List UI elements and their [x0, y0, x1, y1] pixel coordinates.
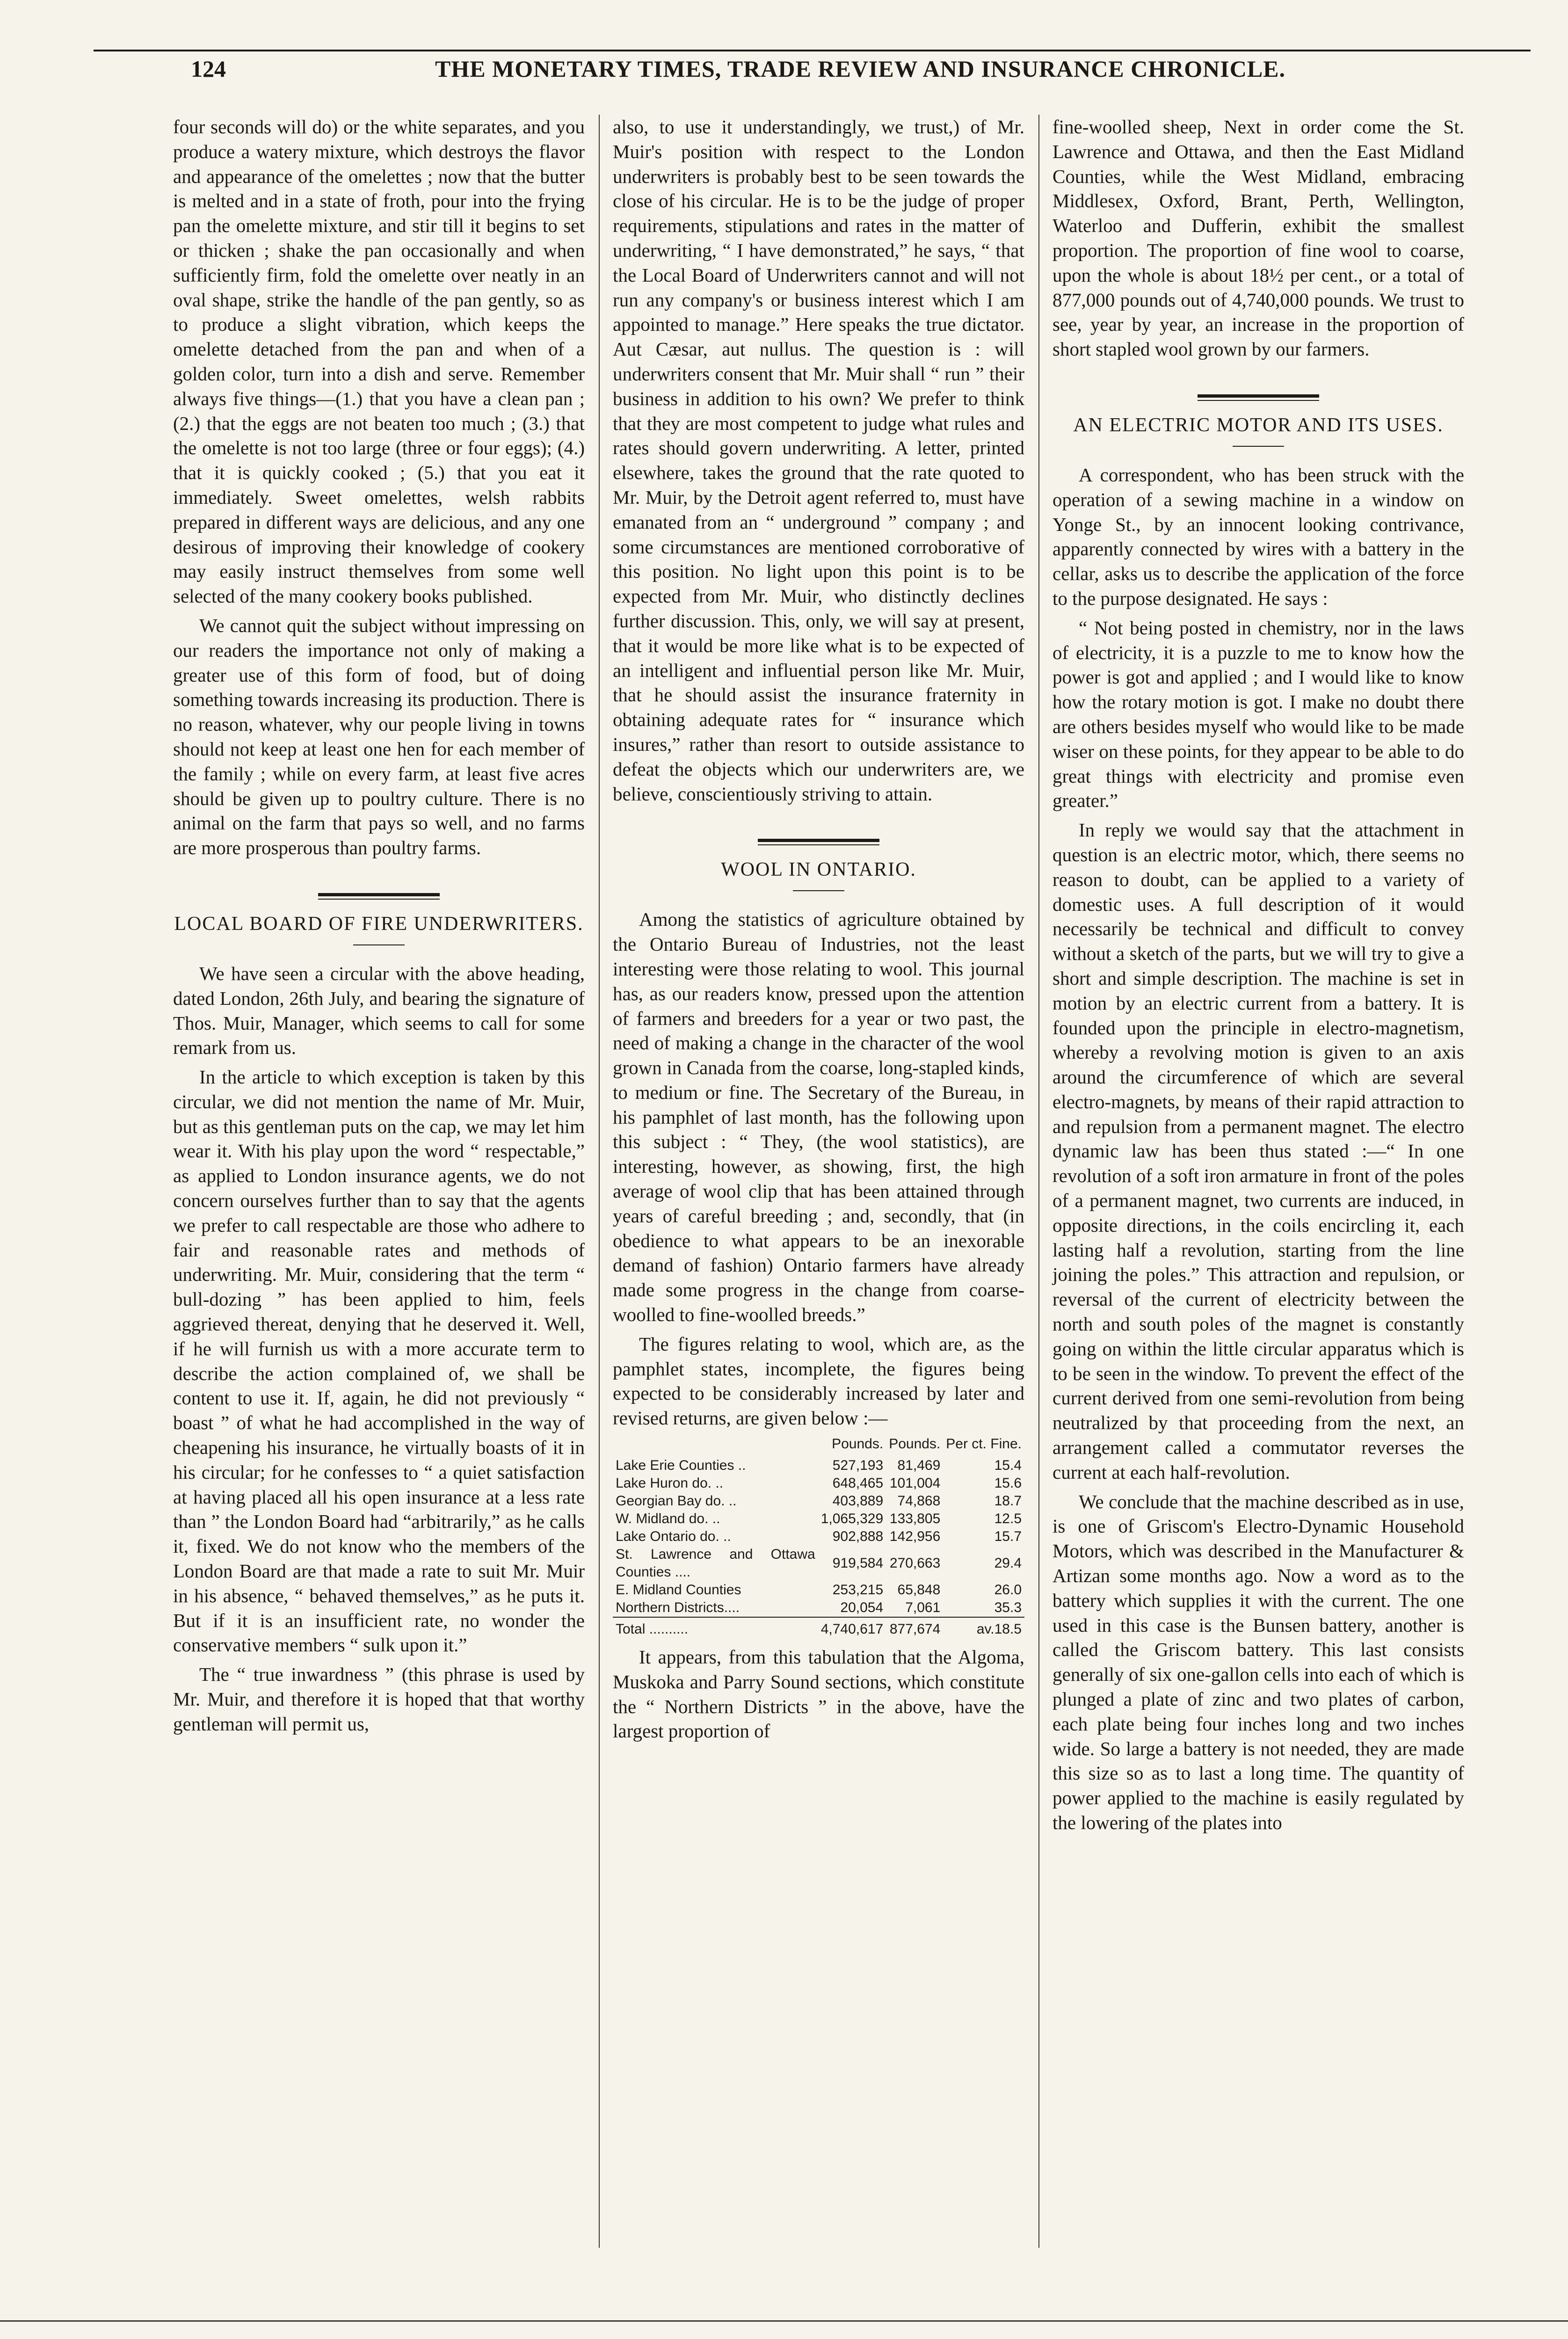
table-cell: 81,469 [897, 1458, 941, 1474]
local-board-heading: LOCAL BOARD OF FIRE UNDERWRITERS. [174, 913, 584, 935]
underwriters-paragraph: also, to use it understandingly, we trust,) of Mr. Muir's position with respect to the London underwriters is probably best to be seen towards the close of his circular. He is to be the judge of proper requirements, stipulations and rates in the matter of underwriting, “ I have demonstrated,” he says, “ that the Local Board of Underwriters cannot and will not run any company's or business interest which I am appointed to manage.” Here speaks the true dictator. Aut Cæsar, aut nullus. The question is : will underwriters consent that Mr. Muir shall “ run ” their business in addition to his own? We prefer to think that they are most competent to judge what rules and rates should govern underwriting. A letter, printed elsewhere, takes the ground that the rate quoted to Mr. Muir, by the Detroit agent referred to, must have emanated from an “ underground ” company ; and some circumstances are mentioned corroborative of this position. No light upon this point is to be expected from Mr. Muir, who distinctly declines further discussion. This, only, we will say at present, that it would be more like what is to be expected of an intelligent and influential person like Mr. Muir, that he should assist the insurance fraternity in obtaining adequate rates for “ insurance which insures,” rather than resort to outside assistance to defeat the objects which our underwriters are, we believe, conscientiously striving to attain. [613, 116, 1024, 805]
heading-rule [353, 944, 405, 945]
table-cell: 101,004 [889, 1475, 941, 1491]
table-cell: 142,956 [889, 1529, 941, 1545]
table-row [613, 1492, 1024, 1510]
fine-wool-paragraph: fine-woolled sheep, Next in order come the St. Lawrence and Ottawa, and then the East Midland Counties, while the West Midland, embracing Middlesex, Oxford, Brant, Perth, Wellington, Waterloo and Dufferin, exhibit the smallest proportion. The proportion of fine wool to coarse, upon the whole is about 18½ per cent., or a total of 877,000 pounds out of 4,740,000 pounds. We trust to see, year by year, an increase in the proportion of short stapled wool grown by our farmers. [1053, 116, 1464, 360]
quote-paragraph: “ Not being posted in chemistry, nor in the laws of electricity, it is a puzzle to me to know how the power is got and applied ; and I would like to know how the rotary motion is got. I make no doubt there are others besides myself who would like to be made wiser on these points, for they appear to be able to do great things with electricity and promise even greater.” [1053, 617, 1464, 812]
muir-paragraph: In the article to which exception is taken by this circular, we did not mention the name of Mr. Muir, but as this gentleman puts on the cap, we may let him wear it. With his play upon the word “ respectable,” as applied to London insurance agents, we do not concern ourselves further than to say that the agents we prefer to call respectable are those who adhere to fair and reasonable rates and methods of underwriting. Mr. Muir, considering that the term “ bull-dozing ” has been applied to him, feels aggrieved thereat, denying that he deserved it. Well, if he will furnish us with a more accurate term to describe the action complained of, we shall be content to use it. If, again, he did not previously “ boast ” of what he had accomplished in the way of cheapening his insurance, he virtually boasts of it in his circular; for he confesses to “ a quiet satisfaction at having placed all his open insurance at a less rate than ” the London Board had “arbitrarily,” as he calls it, fixed. We do not know who the members of the London Board are that made a rate to suit Mr. Muir in his absence, “ behaved themselves,” as he puts it. But if it is an insufficient rate, no wonder the conservative members “ sulk upon it.” [173, 1066, 585, 1656]
table-cell: 65,848 [897, 1582, 941, 1598]
wool-statistics-paragraph: Among the statistics of agriculture obtained by the Ontario Bureau of Industries, not the least interesting were those relating to wool. This journal has, as our readers know, pressed upon the attention of farmers and breeders for a year or two past, the need of making a change in the character of the wool grown in Canada from the coarse, long-stapled kinds, to medium or fine. The Secretary of the Bureau, in his pamphlet of last month, has the following upon this subject : “ They, (the wool statistics), are interesting, however, as showing, first, the high average of wool clip that has been attained through years of careful breeding ; and, secondly, that (in obedience to what appears to be an inexorable demand of fashion) Ontario farmers have already made some progress in the change from coarse-woolled to fine-woolled breeds.” [613, 908, 1024, 1326]
running-title: THE MONETARY TIMES, TRADE REVIEW AND INSURANCE CHRONICLE. [435, 56, 1286, 82]
table-cell: 527,193 [832, 1458, 884, 1474]
table-row [613, 1599, 1024, 1617]
table-row [613, 1457, 1024, 1475]
page-number: 124 [191, 56, 226, 82]
table-cell: 20,054 [840, 1600, 884, 1616]
table-header: Per ct. Fine. [946, 1436, 1022, 1452]
table-row [613, 1510, 1024, 1528]
column-1 [173, 115, 585, 2248]
table-row [613, 1581, 1024, 1599]
section-rule [318, 893, 440, 900]
wool-table [613, 1435, 1024, 1638]
table-cell: 74,868 [897, 1493, 941, 1509]
table-cell: Georgian Bay do. .. [616, 1493, 737, 1509]
table-cell: 12.5 [994, 1511, 1022, 1527]
tabulation-paragraph: It appears, from this tabulation that the Algoma, Muskoka and Parry Sound sections, which constitute the “ Northern Districts ” in the above, have the largest proportion of [613, 1646, 1024, 1742]
inwardness-paragraph: The “ true inwardness ” (this phrase is used by Mr. Muir, and therefore it is hoped that that worthy gentleman will permit us, [173, 1663, 585, 1735]
table-cell: W. Midland do. .. [616, 1511, 720, 1527]
table-cell: 15.7 [994, 1529, 1022, 1545]
conclusion-paragraph: We conclude that the machine described as in use, is one of Griscom's Electro-Dynamic Household Motors, which was described in the Manufacturer & Artizan some months ago. Now a word as to the battery which supplies it with the current. The one used in this case is the Bunsen battery, another is called the Griscom battery. This last consists generally of six one-gallon cells into each of which is plunged a plate of zinc and two plates of carbon, each plate being four inches long and two inches wide. So large a battery is not needed, they are made this size so as to last a long time. The quantity of power applied to the machine is easily regulated by the lowering of the plates into [1053, 1490, 1464, 1833]
table-header: Pounds. [889, 1436, 941, 1452]
table-cell: 18.7 [994, 1493, 1022, 1509]
column-2 [599, 115, 1024, 2248]
table-cell: 253,215 [832, 1582, 884, 1598]
table-cell: 133,805 [889, 1511, 941, 1527]
table-header [613, 1435, 818, 1457]
table-cell: 26.0 [994, 1582, 1022, 1598]
table-cell: 7,061 [905, 1600, 941, 1616]
column-3 [1038, 115, 1464, 2248]
poultry-paragraph: We cannot quit the subject without impressing on our readers the importance not only of making a greater use of this form of food, but of doing something towards increasing its production. There is no reason, whatever, why our people living in towns should not keep at least one hen for each member of the family ; while on every farm, at least five acres should be given up to poultry culture. There is no animal on the farm that pays so well, and no farms are more prosperous than poultry farms. [173, 614, 585, 859]
table-header: Pounds. [832, 1436, 884, 1452]
table-cell: 1,065,329 [820, 1511, 884, 1527]
table-cell: E. Midland Counties [616, 1582, 741, 1598]
page-header [80, 44, 1512, 94]
columns [173, 115, 1464, 2248]
table-cell: Lake Erie Counties .. [616, 1458, 746, 1474]
table-row [613, 1475, 1024, 1492]
table-cell: Lake Ontario do. .. [616, 1529, 731, 1545]
reply-paragraph: In reply we would say that the attachment in question is an electric motor, which, there seems no reason to doubt, can be applied to a variety of domestic uses. A full description of it would necessarily be technical and difficult to convey without a sketch of the parts, but we will try to give a short and simple description. The machine is set in motion by an electric current from a battery. It is founded upon the principle in electro-magnetism, whereby a revolving motion is given to an axis around the circumference of which are several electro-magnets, by means of their rapid attraction to and repulsion from a permanent magnet. The electro dynamic law has been thus stated :—“ In one revolution of a soft iron armature in front of the poles of a permanent magnet, two currents are induced, in opposite directions, in the coils encircling it, each lasting half a revolution, starting from the line joining the poles.” This attraction and repulsion, or reversal of the current of electricity between the north and south poles of the magnet is constantly going on within the little circular apparatus which is to be seen in the window. To prevent the effect of the current derived from one semi-revolution from being neutralized by that proceeding from the next, an arrangement called a commutator reverses the current at each half-revolution. [1053, 819, 1464, 1483]
table-cell: Northern Districts.... [616, 1600, 740, 1616]
table-cell: 15.6 [994, 1475, 1022, 1491]
table-row [613, 1546, 1024, 1581]
table-cell: Lake Huron do. .. [616, 1475, 724, 1491]
page-bottom-rule [0, 2320, 1568, 2322]
figures-paragraph: The figures relating to wool, which are, as the pamphlet states, incomplete, the figures being expected to be considerably increased by later and revised returns, are given below :— [613, 1333, 1024, 1429]
table-cell: 902,888 [832, 1529, 884, 1545]
table-header-row [613, 1435, 1024, 1457]
wool-heading: WOOL IN ONTARIO. [721, 859, 916, 881]
header-rule [94, 50, 1531, 51]
section-rule [1198, 394, 1319, 401]
correspondent-paragraph: A correspondent, who has been struck with the operation of a sewing machine in a window on Yonge St., by an innocent looking contrivance, apparently connected by wires with a battery in the cellar, asks us to describe the application of the force to the purpose designated. He says : [1053, 464, 1464, 609]
table-cell: 29.4 [994, 1555, 1022, 1571]
table-cell: 919,584 [832, 1555, 884, 1571]
table-cell: 35.3 [994, 1600, 1022, 1616]
heading-rule [1233, 446, 1284, 447]
table-cell: 270,663 [889, 1555, 941, 1571]
table-cell: 4,740,617 [818, 1617, 886, 1638]
table-cell: av.18.5 [943, 1617, 1024, 1638]
table-cell: 403,889 [832, 1493, 884, 1509]
table-cell: St. Lawrence and Ottawa Counties .... [616, 1547, 815, 1580]
heading-rule [793, 890, 844, 891]
table-row [613, 1528, 1024, 1546]
table-cell: 648,465 [832, 1475, 884, 1491]
table-total-row [613, 1617, 1024, 1638]
section-rule [758, 839, 879, 845]
table-cell: 877,674 [886, 1617, 943, 1638]
table-cell: Total .......... [613, 1617, 818, 1638]
electric-motor-heading: AN ELECTRIC MOTOR AND ITS USES. [1073, 414, 1444, 436]
circular-paragraph: We have seen a circular with the above heading, dated London, 26th July, and bearing the signature of Thos. Muir, Manager, which seems to call for some remark from us. [173, 962, 585, 1059]
omelette-paragraph: four seconds will do) or the white separates, and you produce a watery mixture, which destroys the flavor and appearance of the omelettes ; now that the butter is melted and in a state of froth, pour into the frying pan the omelette mixture, and stir till it begins to set or thicken ; shake the pan occasionally and when sufficiently firm, fold the omelette over neatly in an oval shape, strike the handle of the pan gently, so as to produce a slight vibration, which keeps the omelette detached from the pan and when of a golden color, turn into a dish and serve. Remember always five things—(1.) that you have a clean pan ; (2.) that the eggs are not beaten too much ; (3.) that the omelette is not too large (three or four eggs); (4.) that it is quickly cooked ; (5.) that you eat it immediately. Sweet omelettes, welsh rabbits prepared in different ways are delicious, and any one desirous of improving their knowledge of cookery may easily instruct themselves from some well selected of the many cookery books published. [173, 116, 585, 607]
table-cell: 15.4 [994, 1458, 1022, 1474]
